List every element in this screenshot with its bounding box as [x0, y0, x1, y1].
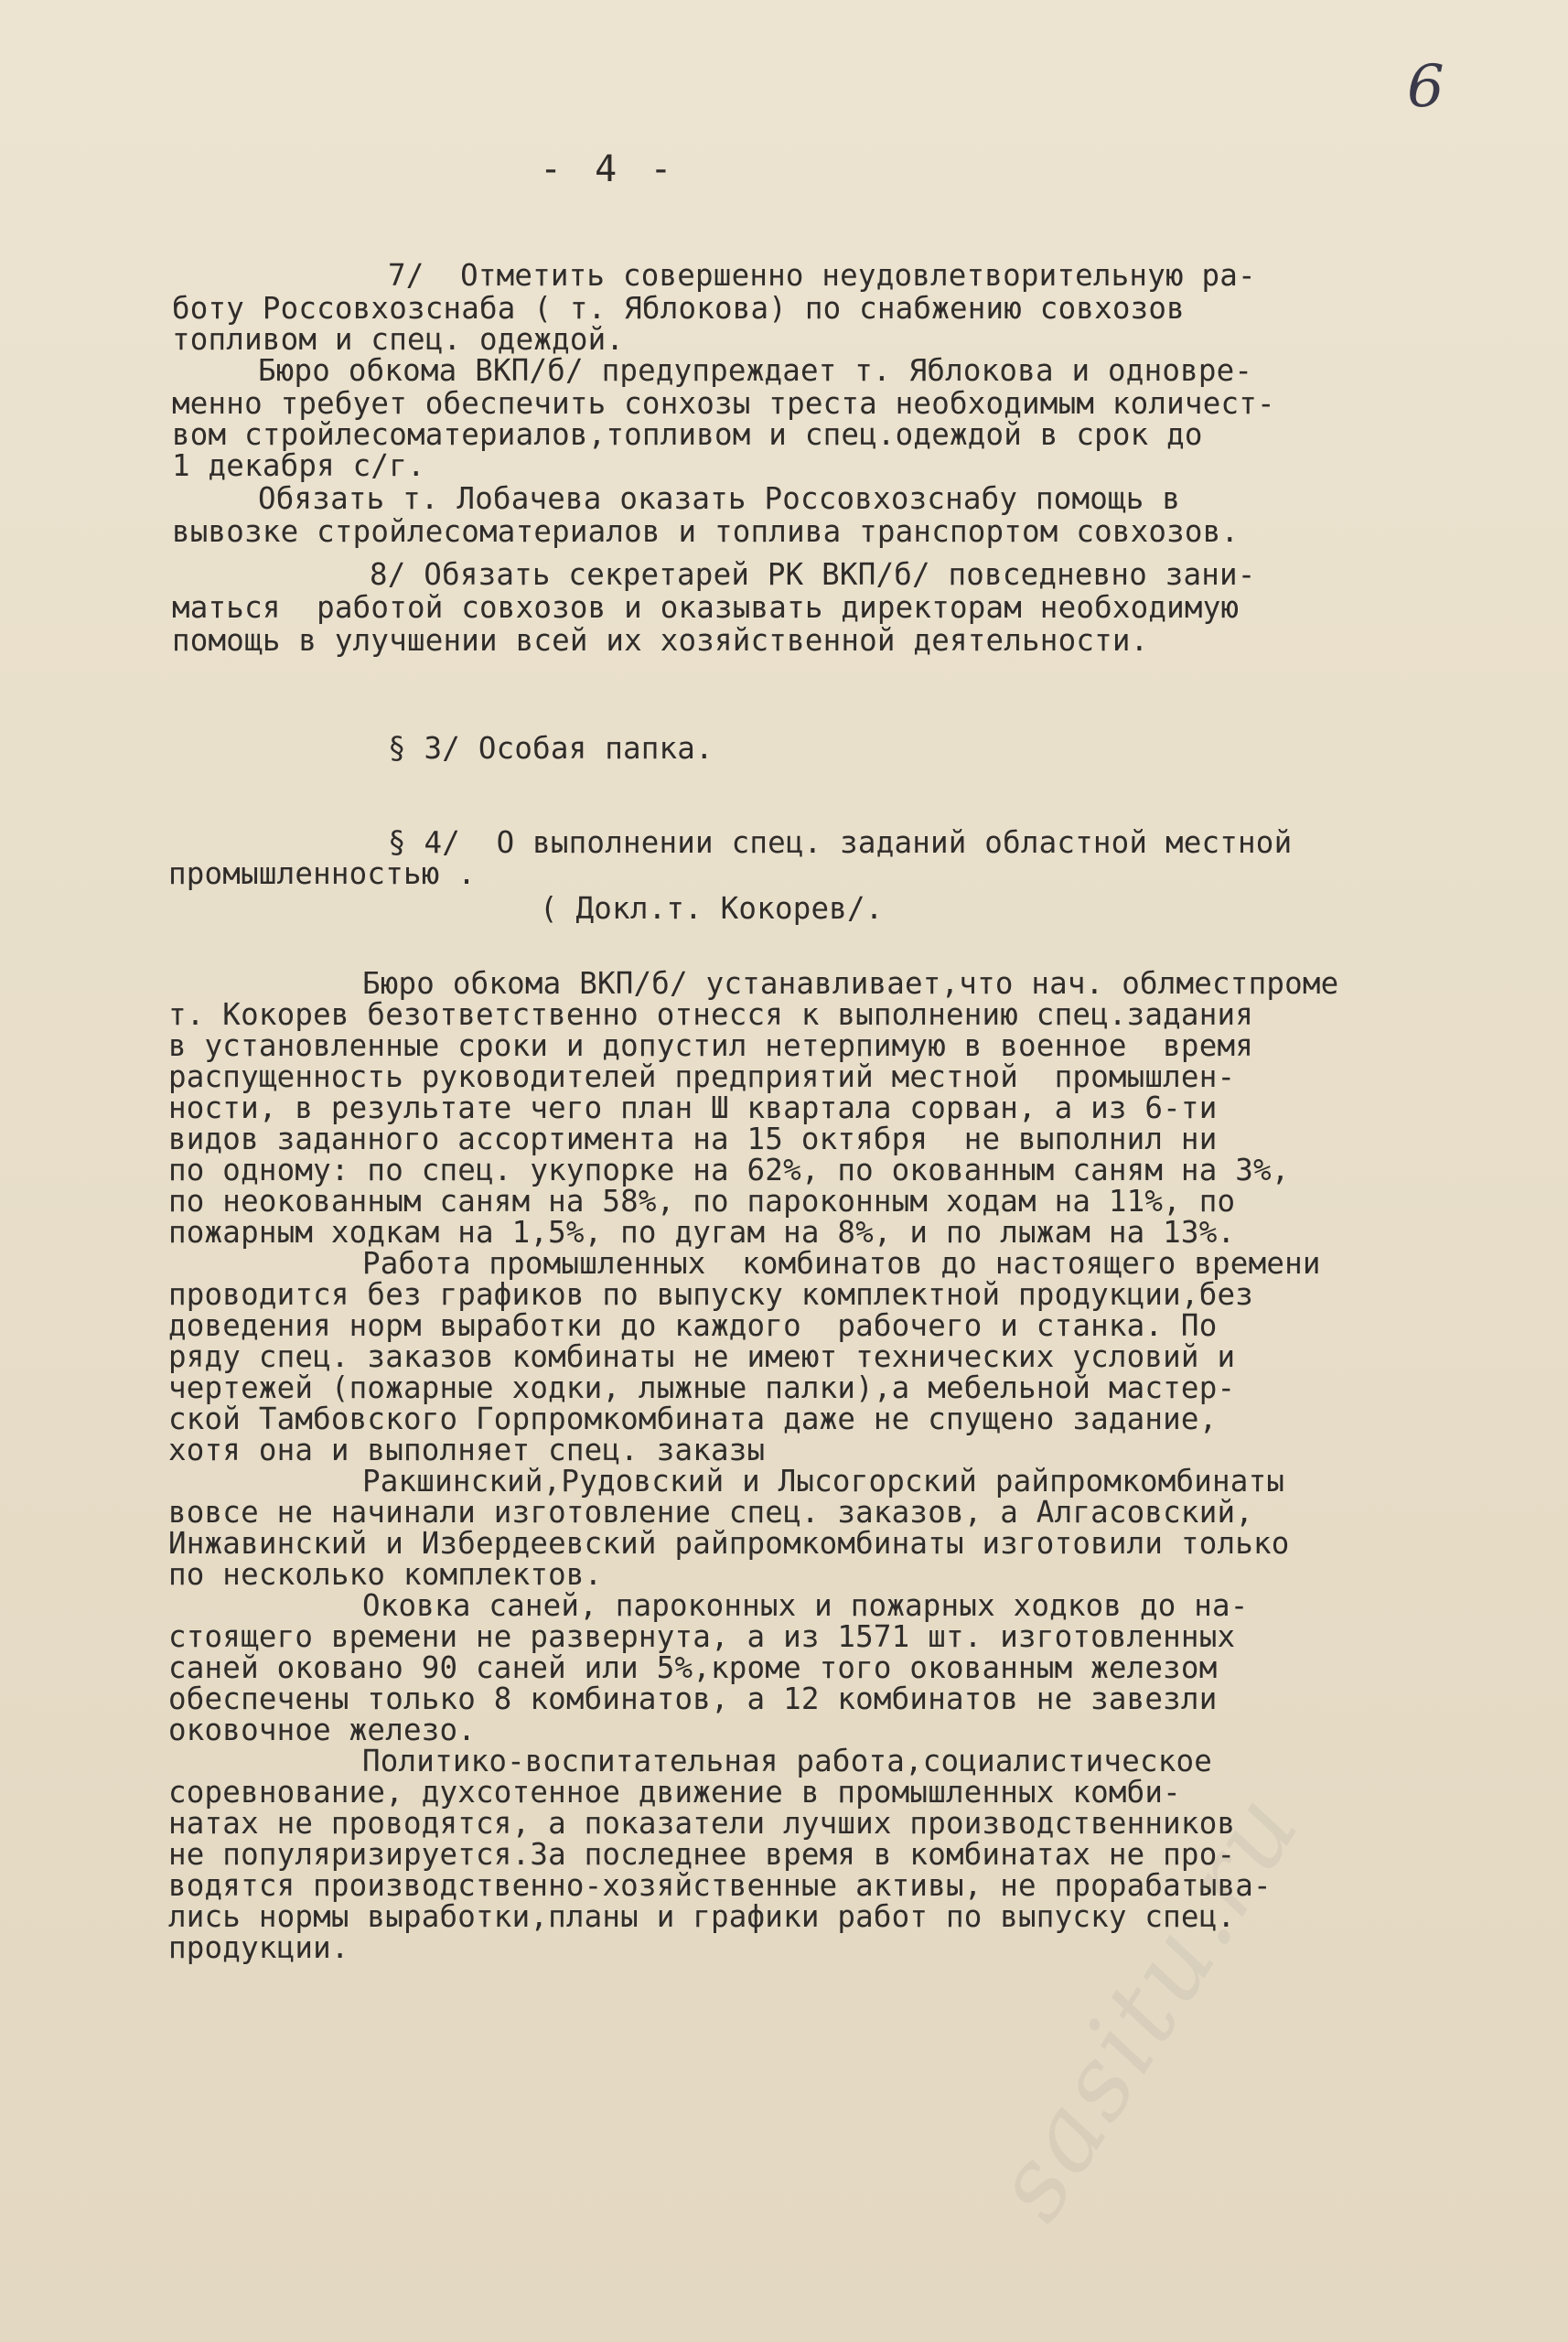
- text-line: менно требует обеспечить сонхозы треста необходимым количест-: [172, 386, 1275, 421]
- handwritten-page-mark: 6: [1407, 53, 1444, 121]
- text-line: пожарным ходкам на 1,5%, по дугам на 8%, и по лыжам на 13%.: [168, 1215, 1236, 1250]
- text-line: по несколько комплектов.: [168, 1557, 603, 1592]
- text-line: распущенность руководителей предприятий местной промышлен-: [168, 1059, 1236, 1094]
- text-line: ности, в результате чего план Ш квартала сорван, а из 6-ти: [168, 1090, 1218, 1125]
- text-line: Политико-воспитательная работа,социалистическое: [362, 1744, 1213, 1778]
- text-line: Бюро обкома ВКП/б/ предупреждает т. Яблокова и одновре-: [258, 353, 1253, 388]
- watermark: sasitu.ru: [970, 1771, 1323, 2240]
- text-line: лись нормы выработки,планы и графики работ по выпуску спец.: [168, 1899, 1236, 1934]
- text-line: 7/ Отметить совершенно неудовлетворительную ра-: [388, 258, 1256, 293]
- text-line: промышленностью .: [168, 856, 477, 891]
- section-heading: § 3/ Особая папка.: [388, 731, 714, 766]
- text-line: помощь в улучшении всей их хозяйственной деятельности.: [172, 623, 1149, 658]
- text-line: Бюро обкома ВКП/б/ устанавливает,что нач. облместпроме: [362, 966, 1339, 1001]
- text-line: видов заданного ассортимента на 15 октября не выполнил ни: [168, 1122, 1218, 1156]
- text-line: оковочное железо.: [168, 1713, 477, 1747]
- text-line: по одному: по спец. укупорке на 62%, по окованным саням на 3%,: [168, 1153, 1290, 1187]
- text-line: Оковка саней, пароконных и пожарных ходков до на-: [362, 1588, 1249, 1623]
- text-line: хотя она и выполняет спец. заказы: [168, 1433, 766, 1467]
- text-line: проводится без графиков по выпуску комплектной продукции,без: [168, 1277, 1253, 1312]
- text-line: вывозке стройлесоматериалов и топлива транспортом совхозов.: [172, 514, 1240, 549]
- text-line: маться работой совхозов и оказывать директорам необходимую: [172, 590, 1240, 625]
- text-line: ской Тамбовского Горпромкомбината даже не спущено задание,: [168, 1402, 1218, 1436]
- text-line: Обязать т. Лобачева оказать Россовхозснабу помощь в: [258, 481, 1181, 516]
- text-line: вовсе не начинали изготовление спец. заказов, а Алгасовский,: [168, 1495, 1253, 1530]
- text-line: доведения норм выработки до каждого рабочего и станка. По: [168, 1308, 1218, 1343]
- text-line: продукции.: [168, 1930, 349, 1965]
- text-line: Работа промышленных комбинатов до настоящего времени: [362, 1246, 1321, 1281]
- text-line: не популяризируется.За последнее время в комбинатах не про-: [168, 1837, 1236, 1872]
- text-line: топливом и спец. одеждой.: [172, 322, 625, 357]
- text-line: водятся производственно-хозяйственные активы, не прорабатыва-: [168, 1868, 1272, 1903]
- text-line: 1 декабря с/г.: [172, 448, 425, 483]
- text-line: стоящего времени не развернута, а из 1571 шт. изготовленных: [168, 1619, 1236, 1654]
- section-heading: § 4/ О выполнении спец. заданий областной местной: [388, 825, 1293, 860]
- text-line: чертежей (пожарные ходки, лыжные палки),а мебельной мастер-: [168, 1370, 1236, 1405]
- text-line: в установленные сроки и допустил нетерпимую в военное время: [168, 1028, 1253, 1063]
- text-line: обеспечены только 8 комбинатов, а 12 комбинатов не завезли: [168, 1681, 1218, 1716]
- page-number: - 4 -: [540, 148, 678, 190]
- text-line: саней окoвано 90 саней или 5%,кроме того окованным железом: [168, 1650, 1218, 1685]
- text-line: т. Кокорев безответственно отнесся к выполнению спец.задания: [168, 997, 1253, 1032]
- text-line: Инжавинский и Избердеевский райпромкомбинаты изготовили только: [168, 1526, 1290, 1561]
- text-line: ряду спец. заказов комбинаты не имеют технических условий и: [168, 1339, 1236, 1374]
- text-line: натах не проводятся, а показатели лучших производственников: [168, 1806, 1236, 1841]
- report-author: ( Докл.т. Кокорев/.: [540, 891, 884, 926]
- text-line: 8/ Обязать секретарей РК ВКП/б/ повседневно зани-: [370, 557, 1256, 592]
- text-line: вом стройлесоматериалов,топливом и спец.одеждой в срок до: [172, 417, 1203, 452]
- text-line: Ракшинский,Рудовский и Лысогорский райпромкомбинаты: [362, 1464, 1285, 1499]
- text-line: по неокованным саням на 58%, по пароконным ходам на 11%, по: [168, 1184, 1236, 1219]
- text-line: соревнование, духсотенное движение в промышленных комби-: [168, 1775, 1181, 1810]
- text-line: боту Россовхозснаба ( т. Яблокова) по снабжению совхозов: [172, 291, 1185, 326]
